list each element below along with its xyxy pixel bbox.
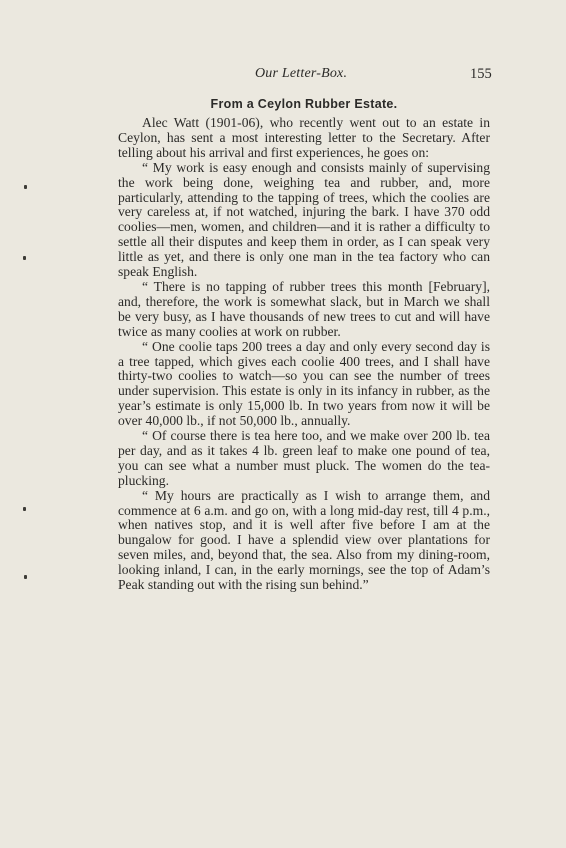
paragraph-letter-hours: “ My hours are practically as I wish to arrange them, and commence at 6 a.m. and go on, with a long mid-day rest, till 4 p.m., when natives stop, and it is well after five before I am at the bungalow for good. I have a splendid view over plantations for seven miles, and, beyond that, the sea. Also from my dining-room, looking inland, I can, in the early mornings, see the top of Adam’s Peak standing out with the rising sun behind.” <box>118 487 490 593</box>
paragraph-letter-tea: “ Of course there is tea here too, and we make over 200 lb. tea per day, and as it takes 4 lb. green leaf to make one pound of tea, you can see what a number must pluck. The women do the tea-plucking. <box>118 428 490 488</box>
page-number: 155 <box>470 66 492 82</box>
paragraph-letter-tapping: “ There is no tapping of rubber trees this month [February], and, therefore, the work is somewhat slack, but in March we shall be very busy, as I have thousands of new trees to cut and will have twice as many coolies at work on rubber. <box>118 278 490 339</box>
margin-mark <box>23 507 26 511</box>
margin-mark <box>24 185 27 189</box>
paragraph-intro: Alec Watt (1901-06), who recently went out to an estate in Ceylon, has sent a most interesting letter to the Secretary. After telling about his arrival and first experiences, he goes on: <box>118 115 490 160</box>
paragraph-letter-coolies: “ One coolie taps 200 trees a day and only every second day is a tree tapped, which gives each coolie 400 trees, and I shall have thirty-two coolies to watch—so you can see the number of trees under supervision. This estate is only in its infancy in rubber, as the year’s estimate is only 15,000 lb. In two years from now it will be over 40,000 lb., if not 50,000 lb., annually. <box>118 338 490 429</box>
margin-mark <box>24 575 27 579</box>
article-title: From a Ceylon Rubber Estate. <box>210 97 398 111</box>
margin-mark <box>23 256 26 260</box>
article-body <box>118 116 490 593</box>
paragraph-letter-work: “ My work is easy enough and consists mainly of supervising the work being done, weighing tea and rubber, and, more particularly, attending to the tapping of trees, which the coolies are very careless at, if not watched, injuring the bark. I have 370 odd coolies—men, women, and children—and it is rather a difficulty to settle all their disputes and keep them in order, as I can speak very little as yet, and there is only one man in the tea factory who can speak English. <box>118 159 490 280</box>
running-head: Our Letter-Box. <box>255 66 348 81</box>
page-header <box>0 66 566 86</box>
